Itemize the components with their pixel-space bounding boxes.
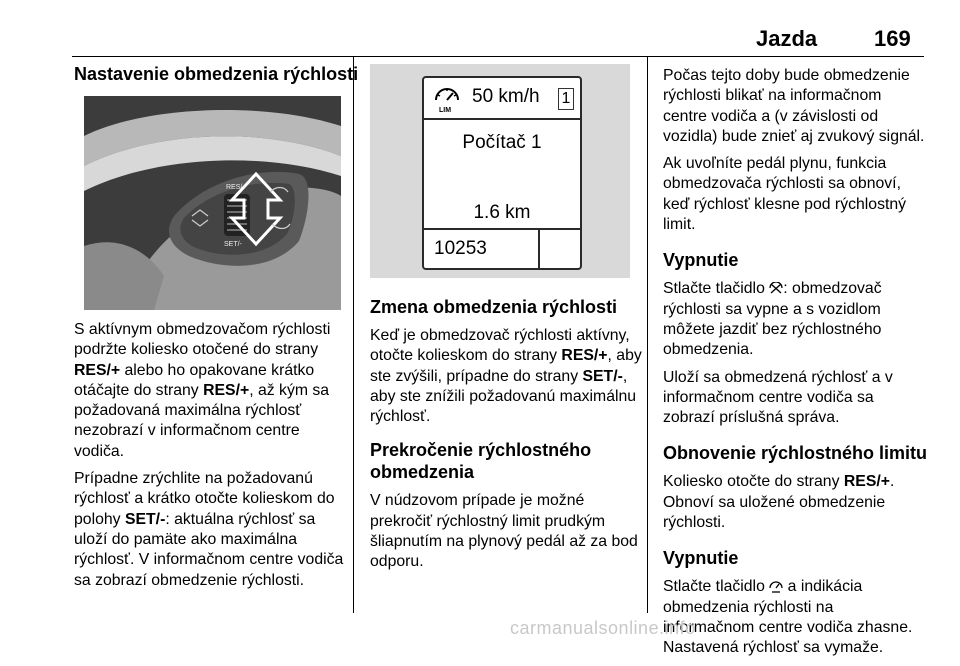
paragraph-deactivate-2: Stlačte tlačidlo a indikácia obmedzenia rýchlosti na informačnom centre vodiča zhasne. Nastavená rýchlosť sa vymaže.: [663, 578, 913, 657]
lim-speedometer-icon: [432, 84, 462, 114]
steering-wheel-illustration: [84, 96, 341, 310]
chapter-title: Jazda: [756, 26, 818, 51]
display-trip-computer: Počítač 1: [462, 132, 542, 153]
column-3-text: [663, 66, 928, 666]
display-distance: 1.6 km: [473, 202, 531, 223]
display-cell-divider: [538, 230, 540, 270]
photo-label-set: SET/-: [224, 241, 242, 248]
svg-text:LIM: LIM: [439, 107, 452, 114]
column-divider-2: [647, 57, 648, 613]
section-title-deactivate-2: Vypnutie: [663, 548, 739, 569]
display-speed-limit: 50 km/h: [472, 86, 540, 107]
speed-limiter-cancel-icon: [769, 282, 783, 295]
paragraph-set-limit-2: Prípadne zrýchlite na požadovanú rýchlosť a krátko otočte kolieskom do polohy SET/-: aktuálna rýchlosť sa uloží do pamäte ako maximálna rýchlosť. V informačnom centre vodiča sa zobrazí obmedzenie rýchlosti.: [74, 470, 344, 589]
header-rule: [72, 56, 924, 57]
section-title-resume-limit: Obnovenie rýchlostného limitu: [663, 443, 928, 464]
display-odometer: 10253: [434, 238, 487, 259]
paragraph-resume: Ak uvoľníte pedál plynu, funkcia obmedzovača rýchlosti sa obnoví, keď rýchlosť klesne pod rýchlostný limit.: [663, 155, 907, 234]
paragraph-set-limit-1: S aktívnym obmedzovačom rýchlosti podržte koliesko otočené do strany RES/+ alebo ho opakovane krátko otáčajte do strany RES/+, až kým sa požadovaná maximálna rýchlosť nezobrazí v informačnom centre vodiča.: [74, 321, 331, 460]
paragraph-flashing: Počas tejto doby bude obmedzenie rýchlosti blikať na informačnom centre vodiča a (v závislosti od vozidla) bude znieť aj zvukový signál.: [663, 67, 925, 145]
display-bottom-row: [424, 228, 580, 270]
driver-info-display-illustration: [370, 64, 630, 278]
paragraph-deactivate-message: Uloží sa obmedzená rýchlosť a v informačnom centre vodiča sa zobrazí príslušná správa.: [663, 368, 893, 427]
paragraph-resume-limit: Koliesko otočte do strany RES/+. Obnoví sa uložené obmedzenie rýchlosti.: [663, 473, 895, 532]
column-1-text: [74, 320, 344, 598]
photo-label-res: RES/+: [226, 184, 247, 191]
column-2-text: [370, 296, 642, 580]
page-header: [0, 0, 960, 52]
column-divider-1: [353, 57, 354, 613]
section-title-deactivate-1: Vypnutie: [663, 250, 739, 271]
section-title-exceeding-limit: Prekročenie rýchlostného obmedzenia: [370, 440, 592, 483]
section-title-change-limit: Zmena obmedzenia rýchlosti: [370, 297, 618, 317]
display-screen: [422, 76, 582, 270]
speed-limiter-icon: [769, 580, 783, 593]
page-number: 169: [874, 26, 911, 51]
paragraph-exceeding-limit: V núdzovom prípade je možné prekročiť rýchlostný limit prudkým šliapnutím na plynový pedál až za bod odporu.: [370, 492, 638, 571]
paragraph-deactivate-1: Stlačte tlačidlo : obmedzovač rýchlosti sa vypne a s vozidlom môžete jazdiť bez rýchlostného obmedzenia.: [663, 280, 882, 359]
display-index: 1: [558, 88, 574, 110]
watermark: carmanualsonline.info: [510, 618, 696, 638]
display-top-row: [424, 78, 580, 120]
section-title-set-limit: Nastavenie obmedzenia rýchlosti: [74, 64, 359, 84]
steering-wheel-photo: [84, 96, 341, 310]
paragraph-change-limit: Keď je obmedzovač rýchlosti aktívny, otočte kolieskom do strany RES/+, aby ste zvýšili, prípadne do strany SET/-, aby ste znížili požadovanú maximálnu rýchlosť.: [370, 327, 642, 426]
